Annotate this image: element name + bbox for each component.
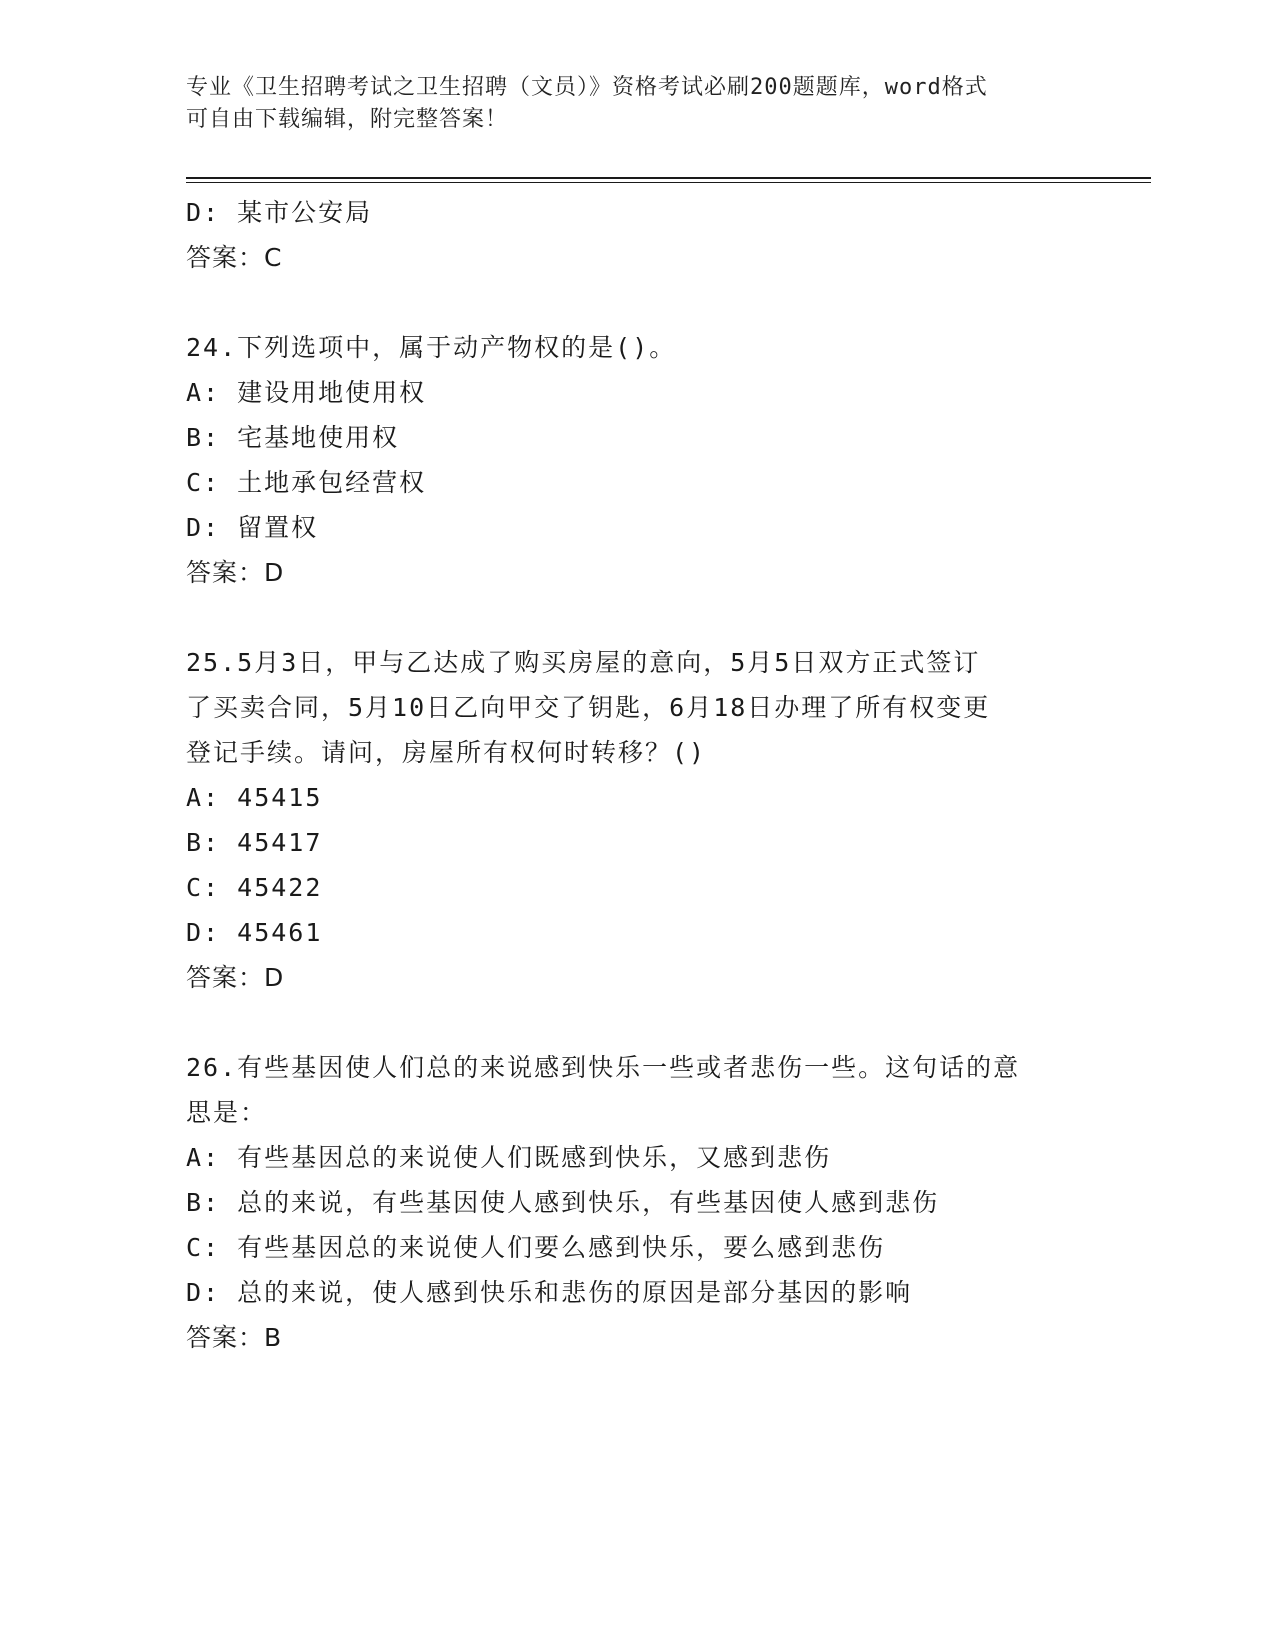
answer: 答案：B [186,1323,283,1352]
option-a: A: 45415 [186,783,323,812]
question-25 [186,640,1076,1000]
option-a: A: 建设用地使用权 [186,378,427,407]
option-b: B: 总的来说，有些基因使人感到快乐，有些基因使人感到悲伤 [186,1188,940,1217]
document-body [186,190,1076,1360]
option-d: D: 留置权 [186,513,319,542]
header-title-line-2: 可自由下载编辑，附完整答案！ [186,107,509,132]
option-b: B: 45417 [186,828,323,857]
prev-question-option-d: D: 某市公安局 [186,198,373,227]
option-b: B: 宅基地使用权 [186,423,400,452]
option-d: D: 45461 [186,918,323,947]
spacer [186,1000,1076,1045]
question-stem-line-2: 了买卖合同，5月10日乙向甲交了钥匙，6月18日办理了所有权变更 [186,693,991,722]
question-stem-line-1: 25.5月3日，甲与乙达成了购买房屋的意向，5月5日双方正式签订 [186,648,981,677]
document-header [186,72,1076,136]
header-divider-thin [186,182,1151,183]
question-stem-line-2: 思是： [186,1098,268,1127]
option-c: C: 有些基因总的来说使人们要么感到快乐，要么感到悲伤 [186,1233,886,1262]
option-c: C: 土地承包经营权 [186,468,427,497]
header-title-line-1: 专业《卫生招聘考试之卫生招聘（文员）》资格考试必刷200题题库，word格式 [186,75,988,100]
question-stem-line-1: 26.有些基因使人们总的来说感到快乐一些或者悲伤一些。这句话的意 [186,1053,1021,1082]
question-stem: 24.下列选项中，属于动产物权的是()。 [186,333,677,362]
header-divider-thick [186,177,1151,179]
answer: 答案：D [186,963,285,992]
option-c: C: 45422 [186,873,323,902]
spacer [186,595,1076,640]
question-24 [186,325,1076,595]
question-26 [186,1045,1076,1360]
answer: 答案：D [186,558,285,587]
question-stem-line-3: 登记手续。请问，房屋所有权何时转移？() [186,738,707,767]
option-d: D: 总的来说，使人感到快乐和悲伤的原因是部分基因的影响 [186,1278,913,1307]
option-a: A: 有些基因总的来说使人们既感到快乐，又感到悲伤 [186,1143,832,1172]
spacer [186,280,1076,325]
prev-question-answer: 答案：C [186,243,283,272]
